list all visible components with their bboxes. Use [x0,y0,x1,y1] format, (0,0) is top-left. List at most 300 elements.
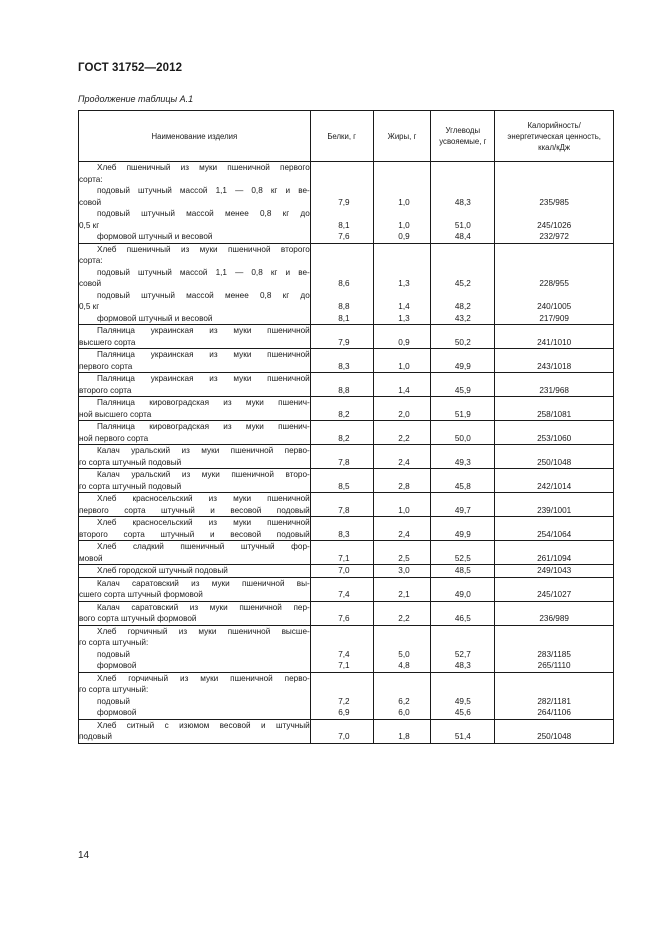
fat-value: 1,0 [398,197,410,207]
product-name-line: Калач саратовский из муки пшеничной вы- [97,578,310,588]
carbs-value: 45,8 [454,481,471,491]
carbs-value: 50,0 [454,433,471,443]
column-header-name: Наименование изделия [79,111,311,162]
fat-value: 1,4 [398,385,410,395]
product-name-line: подовый [97,696,130,706]
product-name-line: го сорта штучный подовый [79,457,182,467]
cal-value: 231/968 [539,385,569,395]
fat-cell [373,672,431,719]
empty-slot [378,637,431,649]
product-name-line: вого сорта штучный формовой [79,614,197,623]
cal-value: 249/1043 [537,566,572,575]
carbs-cell [431,672,495,719]
column-header-fat: Жиры, г [373,111,431,162]
product-name-line: Хлеб пшеничный из муки пшеничной первого [97,163,310,172]
product-name-line: Паляница кировоградская из муки пшенич- [97,422,310,431]
fat-cell [373,601,431,625]
empty-slot [378,185,431,197]
protein-value: 7,2 [338,696,350,706]
protein-cell [310,493,373,517]
fat-value: 2,1 [398,590,410,599]
cal-cell [495,601,614,625]
product-name-line: Паляница кировоградская из муки пшенич- [97,398,310,407]
empty-slot [495,517,613,529]
carbs-cell [431,601,495,625]
empty-slot [311,267,350,279]
table-row [79,243,614,325]
protein-cell [310,397,373,421]
cal-cell [495,517,614,541]
empty-slot [495,255,613,267]
empty-slot [431,290,494,302]
protein-cell [310,373,373,397]
carbs-cell [431,349,495,373]
protein-value: 7,9 [338,197,350,207]
product-name-line: Паляница украинская из муки пшеничной [97,350,310,359]
empty-slot [311,185,350,197]
cal-value: 245/1026 [537,220,572,230]
cal-cell [495,672,614,719]
product-name-line: формовой штучный и весовой [97,232,213,241]
fat-value: 1,4 [398,302,410,311]
empty-slot [431,421,494,433]
product-name-line: подовый штучный массой менее 0,8 кг до [97,290,310,300]
fat-value: 5,0 [398,649,410,659]
column-header-protein: Белки, г [310,111,373,162]
empty-slot [378,469,431,481]
protein-cell [310,601,373,625]
cal-cell [495,625,614,672]
fat-value: 6,0 [398,708,410,717]
empty-slot [378,373,431,385]
empty-slot [431,602,494,614]
cal-value: 239/1001 [537,505,572,515]
protein-cell [310,541,373,565]
product-name-line: первого сорта штучный и весовой подовый [79,505,310,515]
cal-cell [495,162,614,244]
empty-slot [378,267,431,279]
empty-slot [311,244,350,256]
carbs-value: 45,6 [454,708,471,717]
product-name-line: подовый штучный массой 1,1 — 0,8 кг и ве- [97,186,310,195]
empty-slot [378,174,431,186]
empty-slot [495,373,613,385]
empty-slot [495,162,613,174]
product-name-cell [79,541,311,565]
carbs-value: 51,4 [454,732,471,741]
cal-value: 236/989 [539,614,569,623]
fat-value: 2,2 [398,614,410,623]
empty-slot [431,541,494,553]
product-name-line: подовый [97,649,130,659]
fat-cell [373,577,431,601]
empty-slot [431,684,494,696]
product-name-cell [79,325,311,349]
protein-value: 8,8 [338,302,350,311]
product-name-line: сорта: [79,174,103,184]
protein-cell [310,421,373,445]
fat-value: 2,4 [398,529,410,539]
carbs-cell [431,565,495,578]
empty-slot [378,244,431,256]
cal-value: 228/955 [539,279,569,288]
carbs-value: 49,0 [454,590,471,599]
fat-cell [373,349,431,373]
carbs-value: 51,0 [454,220,471,230]
empty-slot [495,349,613,361]
carbs-cell [431,625,495,672]
empty-slot [495,397,613,409]
protein-cell [310,349,373,373]
cal-cell [495,719,614,743]
protein-value: 7,1 [338,661,350,670]
cal-value: 250/1048 [537,732,572,741]
carbs-value: 43,2 [454,313,471,323]
empty-slot [311,673,350,685]
carbs-value: 49,7 [454,505,471,515]
product-name-line: ной первого сорта [79,433,149,443]
table-row [79,373,614,397]
protein-cell [310,625,373,672]
empty-slot [311,373,350,385]
fat-cell [373,517,431,541]
fat-value: 2,0 [398,409,410,419]
fat-cell [373,397,431,421]
cal-value: 232/972 [539,232,569,241]
carbs-value: 46,5 [454,614,471,623]
product-name-cell [79,349,311,373]
product-name-line: Хлеб городской штучный подовый [97,566,228,575]
cal-cell [495,349,614,373]
carbs-value: 52,7 [454,649,471,659]
empty-slot [431,325,494,337]
table-header-row [79,111,614,162]
cal-value: 264/1106 [537,708,571,717]
carbs-value: 51,9 [454,409,471,419]
product-name-cell [79,373,311,397]
fat-cell [373,719,431,743]
product-name-line: Хлеб горчичный из муки пшеничной высше- [97,626,310,636]
fat-cell [373,421,431,445]
carbs-cell [431,162,495,244]
cal-value: 253/1060 [537,433,572,443]
empty-slot [378,673,431,685]
product-name-line: го сорта штучный подовый [79,481,182,491]
carbs-value: 49,5 [454,696,471,706]
fat-cell [373,541,431,565]
cal-cell [495,565,614,578]
column-header-carbs: Углеводы усвояемые, г [431,111,495,162]
product-name-cell [79,469,311,493]
protein-value: 7,1 [338,553,350,563]
product-name-line: 0,5 кг [79,302,100,311]
empty-slot [378,349,431,361]
product-name-line: го сорта штучный: [79,685,149,694]
product-name-line: формовой [97,661,137,670]
protein-value: 7,4 [338,590,350,599]
product-name-line: ной высшего сорта [79,409,152,419]
product-name-line: 0,5 кг [79,220,100,230]
cal-value: 282/1181 [537,696,571,706]
protein-value: 8,5 [338,481,350,491]
product-name-line: го сорта штучный: [79,638,149,647]
column-header-calories: Калорийность/ энергетическая ценность, ккал/кДж [495,111,614,162]
product-name-line: Калач саратовский из муки пшеничной пер- [97,602,310,612]
product-name-line: подовый штучный массой менее 0,8 кг до [97,209,310,218]
fat-value: 0,9 [398,337,410,347]
empty-slot [311,162,350,174]
cal-cell [495,325,614,349]
product-name-line: первого сорта [79,361,133,371]
cal-cell [495,397,614,421]
empty-slot [378,720,431,732]
table-row [79,469,614,493]
empty-slot [431,493,494,505]
protein-value: 8,1 [338,313,350,323]
fat-value: 0,9 [398,232,410,241]
product-name-cell [79,672,311,719]
table-row [79,445,614,469]
product-name-cell [79,565,311,578]
protein-value: 7,0 [338,732,350,741]
empty-slot [495,493,613,505]
table-row [79,625,614,672]
carbs-cell [431,397,495,421]
cal-cell [495,373,614,397]
cal-value: 243/1018 [537,361,572,371]
product-name-line: совой [79,197,102,207]
product-name-line: мовой [79,553,103,563]
carbs-cell [431,325,495,349]
empty-slot [311,517,350,529]
empty-slot [378,162,431,174]
product-name-line: высшего сорта [79,337,136,347]
protein-cell [310,243,373,325]
empty-slot [495,637,613,649]
fat-value: 1,0 [398,505,410,515]
table-row [79,541,614,565]
protein-value: 8,2 [338,433,350,443]
product-name-line: второго сорта [79,385,132,395]
protein-value: 7,8 [338,505,350,515]
protein-cell [310,162,373,244]
protein-value: 7,6 [338,232,350,241]
fat-value: 1,3 [398,279,410,288]
empty-slot [495,469,613,481]
empty-slot [495,174,613,186]
product-name-line: сшего сорта штучный формовой [79,590,203,599]
table-row [79,601,614,625]
protein-value: 8,3 [338,361,350,371]
empty-slot [431,373,494,385]
product-name-cell [79,397,311,421]
carbs-cell [431,421,495,445]
carbs-value: 45,2 [454,279,471,288]
empty-slot [431,255,494,267]
table-caption: Продолжение таблицы А.1 [78,94,194,104]
table-row [79,162,614,244]
product-name-line: совой [79,279,102,288]
fat-value: 2,5 [398,553,410,563]
empty-slot [311,578,350,590]
cal-cell [495,577,614,601]
table-row [79,577,614,601]
cal-value: 241/1010 [537,337,572,347]
empty-slot [431,174,494,186]
empty-slot [378,255,431,267]
carbs-cell [431,577,495,601]
fat-cell [373,373,431,397]
product-name-line: Хлеб красносельский из муки пшеничной [97,518,310,527]
carbs-value: 48,4 [454,232,471,241]
empty-slot [495,244,613,256]
empty-slot [311,208,350,220]
empty-slot [431,185,494,197]
fat-cell [373,445,431,469]
cal-value: 217/909 [539,313,569,323]
empty-slot [311,445,350,457]
fat-value: 2,2 [398,433,410,443]
cal-value: 254/1064 [537,529,572,539]
cal-cell [495,469,614,493]
cal-value: 283/1185 [537,649,571,659]
product-name-cell [79,719,311,743]
protein-value: 7,4 [338,649,350,659]
fat-cell [373,625,431,672]
empty-slot [495,208,613,220]
table-row [79,397,614,421]
empty-slot [378,397,431,409]
cal-value: 265/1110 [537,661,571,670]
empty-slot [311,349,350,361]
table-body [79,162,614,744]
protein-value: 8,8 [338,385,350,395]
empty-slot [495,267,613,279]
protein-cell [310,565,373,578]
cal-value: 245/1027 [537,590,572,599]
empty-slot [311,421,350,433]
fat-value: 2,4 [398,457,410,467]
protein-value: 7,0 [338,566,350,575]
empty-slot [311,637,350,649]
empty-slot [495,578,613,590]
carbs-value: 48,5 [454,566,471,575]
carbs-value: 48,2 [454,302,471,311]
carbs-cell [431,445,495,469]
product-name-cell [79,243,311,325]
empty-slot [431,397,494,409]
table-row [79,719,614,743]
empty-slot [495,626,613,638]
product-name-line: Калач уральский из муки пшеничной перво- [97,446,310,455]
carbs-cell [431,373,495,397]
carbs-cell [431,517,495,541]
empty-slot [431,469,494,481]
cal-value: 250/1048 [537,457,572,467]
empty-slot [378,626,431,638]
product-name-line: подовый [79,732,112,741]
protein-value: 8,6 [338,279,350,288]
empty-slot [378,602,431,614]
protein-cell [310,577,373,601]
carbs-value: 49,3 [454,457,471,467]
product-name-line: подовый штучный массой 1,1 — 0,8 кг и ве- [97,267,310,277]
protein-value: 7,6 [338,614,350,623]
empty-slot [378,445,431,457]
table-row [79,421,614,445]
product-name-line: Паляница украинская из муки пшеничной [97,326,310,335]
empty-slot [378,325,431,337]
table-row [79,517,614,541]
carbs-value: 49,9 [454,361,471,371]
protein-value: 7,9 [338,337,350,347]
table-row [79,325,614,349]
carbs-cell [431,243,495,325]
fat-value: 2,8 [398,481,410,491]
empty-slot [311,255,350,267]
empty-slot [311,720,350,732]
carbs-cell [431,493,495,517]
fat-value: 6,2 [398,696,410,706]
fat-cell [373,325,431,349]
protein-cell [310,517,373,541]
empty-slot [378,208,431,220]
empty-slot [431,162,494,174]
fat-cell [373,243,431,325]
empty-slot [495,290,613,302]
empty-slot [431,626,494,638]
empty-slot [311,290,350,302]
product-name-cell [79,162,311,244]
empty-slot [311,602,350,614]
empty-slot [311,626,350,638]
empty-slot [378,541,431,553]
cal-cell [495,493,614,517]
carbs-value: 49,9 [454,529,471,539]
nutrition-table [78,110,614,744]
protein-cell [310,469,373,493]
empty-slot [431,720,494,732]
protein-cell [310,325,373,349]
empty-slot [311,469,350,481]
protein-cell [310,719,373,743]
protein-value: 8,3 [338,529,350,539]
carbs-cell [431,541,495,565]
protein-cell [310,445,373,469]
product-name-line: Хлеб сладкий пшеничный штучный фор- [97,542,310,551]
product-name-cell [79,577,311,601]
carbs-cell [431,469,495,493]
empty-slot [311,493,350,505]
cal-value: 261/1094 [537,553,572,563]
empty-slot [378,493,431,505]
product-name-cell [79,625,311,672]
cal-cell [495,541,614,565]
fat-value: 1,0 [398,361,410,371]
document-header: ГОСТ 31752—2012 [78,62,183,74]
product-name-line: сорта: [79,256,103,265]
fat-value: 1,0 [398,220,410,230]
empty-slot [311,325,350,337]
cal-cell [495,243,614,325]
carbs-value: 50,2 [454,337,471,347]
product-name-line: второго сорта штучный и весовой подовый [79,529,310,539]
empty-slot [495,185,613,197]
product-name-line: формовой [97,708,137,717]
empty-slot [495,325,613,337]
cal-cell [495,445,614,469]
table-row [79,493,614,517]
